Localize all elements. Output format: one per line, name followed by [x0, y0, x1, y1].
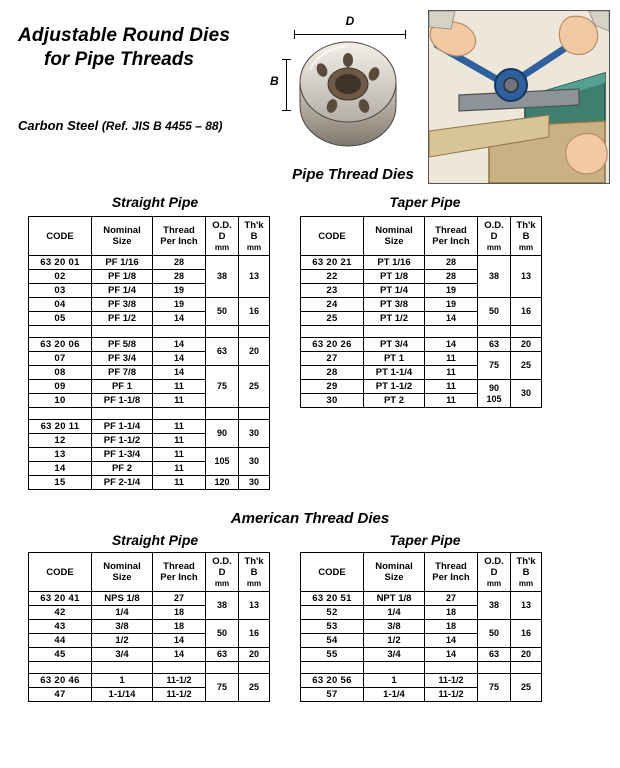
table-american-taper	[300, 552, 542, 702]
cell-thread-per-inch: 14	[153, 648, 206, 662]
cell-code: 23	[301, 284, 364, 298]
cell-thread-per-inch: 14	[425, 648, 478, 662]
cell-thread-per-inch: 18	[153, 606, 206, 620]
header-nominal-size: Nominal Size	[364, 217, 425, 256]
cell-thread-per-inch: 11	[153, 434, 206, 448]
cell-thickness: 25	[511, 674, 542, 702]
group-separator-row	[301, 662, 542, 674]
group-separator-row	[29, 326, 270, 338]
cell-thread-per-inch: 28	[153, 256, 206, 270]
cell-thread-per-inch: 14	[153, 634, 206, 648]
cell-thread-per-inch: 27	[153, 592, 206, 606]
table-row	[29, 648, 270, 662]
spacer-cell	[425, 326, 478, 338]
cell-nominal-size: PT 3/8	[364, 298, 425, 312]
cell-thread-per-inch: 28	[153, 270, 206, 284]
cell-nominal-size: PT 3/4	[364, 338, 425, 352]
cell-thread-per-inch: 28	[425, 270, 478, 284]
table-row	[301, 674, 542, 688]
cell-thickness: 25	[239, 674, 270, 702]
cell-code: 29	[301, 380, 364, 394]
spacer-cell	[206, 662, 239, 674]
spacer-cell	[511, 326, 542, 338]
dimension-d-label: D	[345, 14, 355, 28]
cell-code: 52	[301, 606, 364, 620]
table-pipe-straight-wrap	[28, 216, 270, 490]
page-title-line1: Adjustable Round Dies	[18, 25, 231, 46]
cell-nominal-size: PF 1/2	[92, 312, 153, 326]
cell-thickness: 20	[239, 338, 270, 366]
cell-nominal-size: 1/4	[92, 606, 153, 620]
header-code: CODE	[301, 217, 364, 256]
cell-code: 45	[29, 648, 92, 662]
cell-code: 10	[29, 394, 92, 408]
spacer-cell	[153, 662, 206, 674]
cell-thread-per-inch: 11	[153, 462, 206, 476]
cell-nominal-size: PF 7/8	[92, 366, 153, 380]
cell-thread-per-inch: 27	[425, 592, 478, 606]
cell-nominal-size: 1-1/14	[92, 688, 153, 702]
spacer-cell	[425, 662, 478, 674]
table-row	[29, 420, 270, 434]
cell-nominal-size: 3/8	[364, 620, 425, 634]
cell-code: 28	[301, 366, 364, 380]
cell-code: 13	[29, 448, 92, 462]
table-row	[29, 592, 270, 606]
cell-nominal-size: PF 1	[92, 380, 153, 394]
round-die-illustration	[290, 40, 420, 160]
cell-thread-per-inch: 14	[425, 634, 478, 648]
header-thickness: Th'k B mm	[511, 217, 542, 256]
cell-thread-per-inch: 18	[153, 620, 206, 634]
cell-code: 47	[29, 688, 92, 702]
cell-thread-per-inch: 11	[425, 394, 478, 408]
cell-thread-per-inch: 14	[425, 312, 478, 326]
section-heading-american: American Thread Dies	[230, 510, 390, 527]
cell-outer-diameter: 50	[478, 298, 511, 326]
photo-illustration	[429, 11, 609, 183]
cell-thread-per-inch: 11-1/2	[425, 674, 478, 688]
table-row	[29, 448, 270, 462]
header-od: O.D. D mm	[206, 553, 239, 592]
american-thread-dies-section	[0, 510, 620, 700]
table-row	[29, 256, 270, 270]
cell-nominal-size: 1	[92, 674, 153, 688]
spacer-cell	[29, 408, 92, 420]
cell-nominal-size: PF 3/4	[92, 352, 153, 366]
cell-outer-diameter: 75	[206, 674, 239, 702]
cell-code: 22	[301, 270, 364, 284]
cell-code: 53	[301, 620, 364, 634]
material-subtitle	[18, 118, 223, 133]
cell-nominal-size: 3/4	[364, 648, 425, 662]
spacer-cell	[206, 326, 239, 338]
cell-code: 25	[301, 312, 364, 326]
cell-thickness: 20	[239, 648, 270, 662]
table-row	[301, 298, 542, 312]
cell-thread-per-inch: 14	[153, 312, 206, 326]
cell-code: 54	[301, 634, 364, 648]
cell-code: 30	[301, 394, 364, 408]
cell-nominal-size: PF 1/4	[92, 284, 153, 298]
cell-thread-per-inch: 11-1/2	[153, 674, 206, 688]
header-nominal-size: Nominal Size	[364, 553, 425, 592]
cell-thickness: 30	[239, 420, 270, 448]
cell-thickness: 16	[511, 620, 542, 648]
american-taper-title: Taper Pipe	[389, 532, 461, 548]
cell-code: 63 20 11	[29, 420, 92, 434]
cell-outer-diameter: 50	[478, 620, 511, 648]
header-nominal-size: Nominal Size	[92, 217, 153, 256]
cell-outer-diameter: 63	[478, 648, 511, 662]
cell-outer-diameter: 38	[206, 256, 239, 298]
cell-thread-per-inch: 11	[153, 394, 206, 408]
header-od: O.D. D mm	[478, 217, 511, 256]
cell-thread-per-inch: 14	[425, 338, 478, 352]
cell-nominal-size: 1/2	[364, 634, 425, 648]
cell-nominal-size: PF 1/8	[92, 270, 153, 284]
pipe-taper-title: Taper Pipe	[389, 194, 461, 210]
pipe-straight-title: Straight Pipe	[111, 194, 199, 210]
spacer-cell	[239, 662, 270, 674]
spacer-cell	[92, 326, 153, 338]
cell-nominal-size: NPT 1/8	[364, 592, 425, 606]
cell-thickness: 20	[511, 338, 542, 352]
cell-code: 09	[29, 380, 92, 394]
table-pipe-taper-wrap	[300, 216, 542, 408]
cell-outer-diameter: 63	[478, 338, 511, 352]
cell-outer-diameter: 50	[206, 298, 239, 326]
material-name: Carbon Steel	[18, 118, 99, 133]
cell-nominal-size: PF 1-1/8	[92, 394, 153, 408]
cell-thread-per-inch: 11-1/2	[153, 688, 206, 702]
spacer-cell	[206, 408, 239, 420]
cell-code: 63 20 41	[29, 592, 92, 606]
table-row	[301, 380, 542, 394]
table-row	[29, 366, 270, 380]
cell-nominal-size: PF 2	[92, 462, 153, 476]
cell-thread-per-inch: 19	[425, 284, 478, 298]
cell-outer-diameter: 90	[206, 420, 239, 448]
die-diagram	[270, 14, 420, 164]
spacer-cell	[153, 408, 206, 420]
title-block	[18, 24, 278, 72]
cell-thickness: 13	[511, 592, 542, 620]
cell-code: 57	[301, 688, 364, 702]
cell-thread-per-inch: 11	[153, 476, 206, 490]
cell-outer-diameter: 75	[478, 674, 511, 702]
cell-code: 55	[301, 648, 364, 662]
product-photo	[428, 10, 610, 184]
cell-thickness: 25	[511, 352, 542, 380]
cell-code: 08	[29, 366, 92, 380]
cell-code: 44	[29, 634, 92, 648]
cell-thread-per-inch: 28	[425, 256, 478, 270]
group-separator-row	[29, 662, 270, 674]
dimension-b-line	[286, 59, 287, 111]
spacer-cell	[364, 326, 425, 338]
cell-outer-diameter: 38	[206, 592, 239, 620]
cell-thread-per-inch: 18	[425, 620, 478, 634]
cell-nominal-size: PT 2	[364, 394, 425, 408]
cell-code: 15	[29, 476, 92, 490]
group-separator-row	[301, 326, 542, 338]
cell-code: 63 20 21	[301, 256, 364, 270]
spacer-cell	[239, 326, 270, 338]
cell-nominal-size: PF 3/8	[92, 298, 153, 312]
header-thread-per-inch: Thread Per Inch	[425, 217, 478, 256]
cell-thread-per-inch: 19	[153, 284, 206, 298]
header-code: CODE	[29, 217, 92, 256]
cell-outer-diameter: 75	[206, 366, 239, 408]
spacer-cell	[153, 326, 206, 338]
cell-outer-diameter: 90 105	[478, 380, 511, 408]
table-row	[301, 352, 542, 366]
table-pipe-straight	[28, 216, 270, 490]
table-american-taper-wrap	[300, 552, 542, 702]
cell-thickness: 25	[239, 366, 270, 408]
cell-outer-diameter: 38	[478, 592, 511, 620]
standard-reference: (Ref. JIS B 4455 – 88)	[101, 119, 223, 133]
cell-code: 03	[29, 284, 92, 298]
cell-thread-per-inch: 14	[153, 338, 206, 352]
table-row	[29, 620, 270, 634]
spacer-cell	[29, 662, 92, 674]
cell-nominal-size: PT 1/4	[364, 284, 425, 298]
table-row	[301, 648, 542, 662]
header-thickness: Th'k B mm	[511, 553, 542, 592]
table-row	[29, 674, 270, 688]
cell-code: 02	[29, 270, 92, 284]
cell-code: 63 20 46	[29, 674, 92, 688]
pipe-thread-dies-section	[0, 166, 620, 488]
cell-thread-per-inch: 11	[425, 352, 478, 366]
cell-nominal-size: NPS 1/8	[92, 592, 153, 606]
cell-thickness: 16	[239, 298, 270, 326]
cell-outer-diameter: 75	[478, 352, 511, 380]
cell-outer-diameter: 38	[478, 256, 511, 298]
american-straight-title: Straight Pipe	[111, 532, 199, 548]
table-row	[29, 476, 270, 490]
cell-thread-per-inch: 11-1/2	[425, 688, 478, 702]
header-code: CODE	[301, 553, 364, 592]
header-thread-per-inch: Thread Per Inch	[153, 217, 206, 256]
cell-thread-per-inch: 11	[425, 366, 478, 380]
spacer-cell	[478, 662, 511, 674]
table-american-straight	[28, 552, 270, 702]
cell-code: 27	[301, 352, 364, 366]
cell-outer-diameter: 120	[206, 476, 239, 490]
cell-thickness: 16	[511, 298, 542, 326]
spacer-cell	[92, 408, 153, 420]
cell-code: 12	[29, 434, 92, 448]
cell-thread-per-inch: 11	[425, 380, 478, 394]
cell-nominal-size: PF 1/16	[92, 256, 153, 270]
table-american-straight-wrap	[28, 552, 270, 702]
cell-thickness: 30	[239, 476, 270, 490]
cell-nominal-size: PF 1-1/2	[92, 434, 153, 448]
spacer-cell	[301, 326, 364, 338]
header-thread-per-inch: Thread Per Inch	[425, 553, 478, 592]
table-row	[29, 298, 270, 312]
cell-code: 05	[29, 312, 92, 326]
header-thickness: Th'k B mm	[239, 217, 270, 256]
cell-thickness: 13	[511, 256, 542, 298]
spacer-cell	[364, 662, 425, 674]
table-pipe-taper	[300, 216, 542, 408]
cell-nominal-size: PT 1/8	[364, 270, 425, 284]
cell-code: 63 20 56	[301, 674, 364, 688]
spacer-cell	[29, 326, 92, 338]
header-code: CODE	[29, 553, 92, 592]
cell-thread-per-inch: 19	[425, 298, 478, 312]
dimension-d-line	[294, 34, 406, 35]
cell-thickness: 20	[511, 648, 542, 662]
cell-code: 07	[29, 352, 92, 366]
cell-nominal-size: PT 1/2	[364, 312, 425, 326]
section-heading-pipe: Pipe Thread Dies	[292, 166, 414, 183]
group-separator-row	[29, 408, 270, 420]
cell-nominal-size: PF 1-3/4	[92, 448, 153, 462]
spacer-cell	[511, 662, 542, 674]
cell-nominal-size: 1-1/4	[364, 688, 425, 702]
cell-nominal-size: PT 1/16	[364, 256, 425, 270]
cell-code: 14	[29, 462, 92, 476]
spacer-cell	[478, 326, 511, 338]
cell-thread-per-inch: 11	[153, 380, 206, 394]
table-row	[301, 620, 542, 634]
cell-thickness: 30	[239, 448, 270, 476]
spacer-cell	[301, 662, 364, 674]
cell-nominal-size: PT 1	[364, 352, 425, 366]
dimension-b-label: B	[270, 74, 279, 88]
table-row	[301, 256, 542, 270]
cell-thread-per-inch: 14	[153, 366, 206, 380]
cell-code: 63 20 26	[301, 338, 364, 352]
cell-thickness: 13	[239, 256, 270, 298]
spacer-cell	[239, 408, 270, 420]
cell-outer-diameter: 50	[206, 620, 239, 648]
cell-outer-diameter: 63	[206, 648, 239, 662]
cell-thickness: 16	[239, 620, 270, 648]
cell-thread-per-inch: 14	[153, 352, 206, 366]
cell-nominal-size: 3/4	[92, 648, 153, 662]
cell-thread-per-inch: 11	[153, 420, 206, 434]
cell-nominal-size: PT 1-1/2	[364, 380, 425, 394]
cell-nominal-size: PF 5/8	[92, 338, 153, 352]
table-row	[301, 338, 542, 352]
cell-code: 42	[29, 606, 92, 620]
header-thickness: Th'k B mm	[239, 553, 270, 592]
header-od: O.D. D mm	[206, 217, 239, 256]
cell-code: 63 20 06	[29, 338, 92, 352]
cell-nominal-size: 1	[364, 674, 425, 688]
header-od: O.D. D mm	[478, 553, 511, 592]
table-row	[29, 338, 270, 352]
cell-nominal-size: PF 2-1/4	[92, 476, 153, 490]
page-title-line2: for Pipe Threads	[44, 49, 194, 70]
cell-code: 63 20 01	[29, 256, 92, 270]
cell-nominal-size: 3/8	[92, 620, 153, 634]
cell-thread-per-inch: 11	[153, 448, 206, 462]
cell-outer-diameter: 105	[206, 448, 239, 476]
header-nominal-size: Nominal Size	[92, 553, 153, 592]
cell-nominal-size: 1/2	[92, 634, 153, 648]
cell-outer-diameter: 63	[206, 338, 239, 366]
header-thread-per-inch: Thread Per Inch	[153, 553, 206, 592]
cell-nominal-size: PF 1-1/4	[92, 420, 153, 434]
cell-thickness: 30	[511, 380, 542, 408]
cell-code: 63 20 51	[301, 592, 364, 606]
cell-nominal-size: PT 1-1/4	[364, 366, 425, 380]
cell-thread-per-inch: 18	[425, 606, 478, 620]
cell-thread-per-inch: 19	[153, 298, 206, 312]
cell-code: 24	[301, 298, 364, 312]
cell-nominal-size: 1/4	[364, 606, 425, 620]
cell-thickness: 13	[239, 592, 270, 620]
spacer-cell	[92, 662, 153, 674]
cell-code: 04	[29, 298, 92, 312]
cell-code: 43	[29, 620, 92, 634]
table-row	[301, 592, 542, 606]
